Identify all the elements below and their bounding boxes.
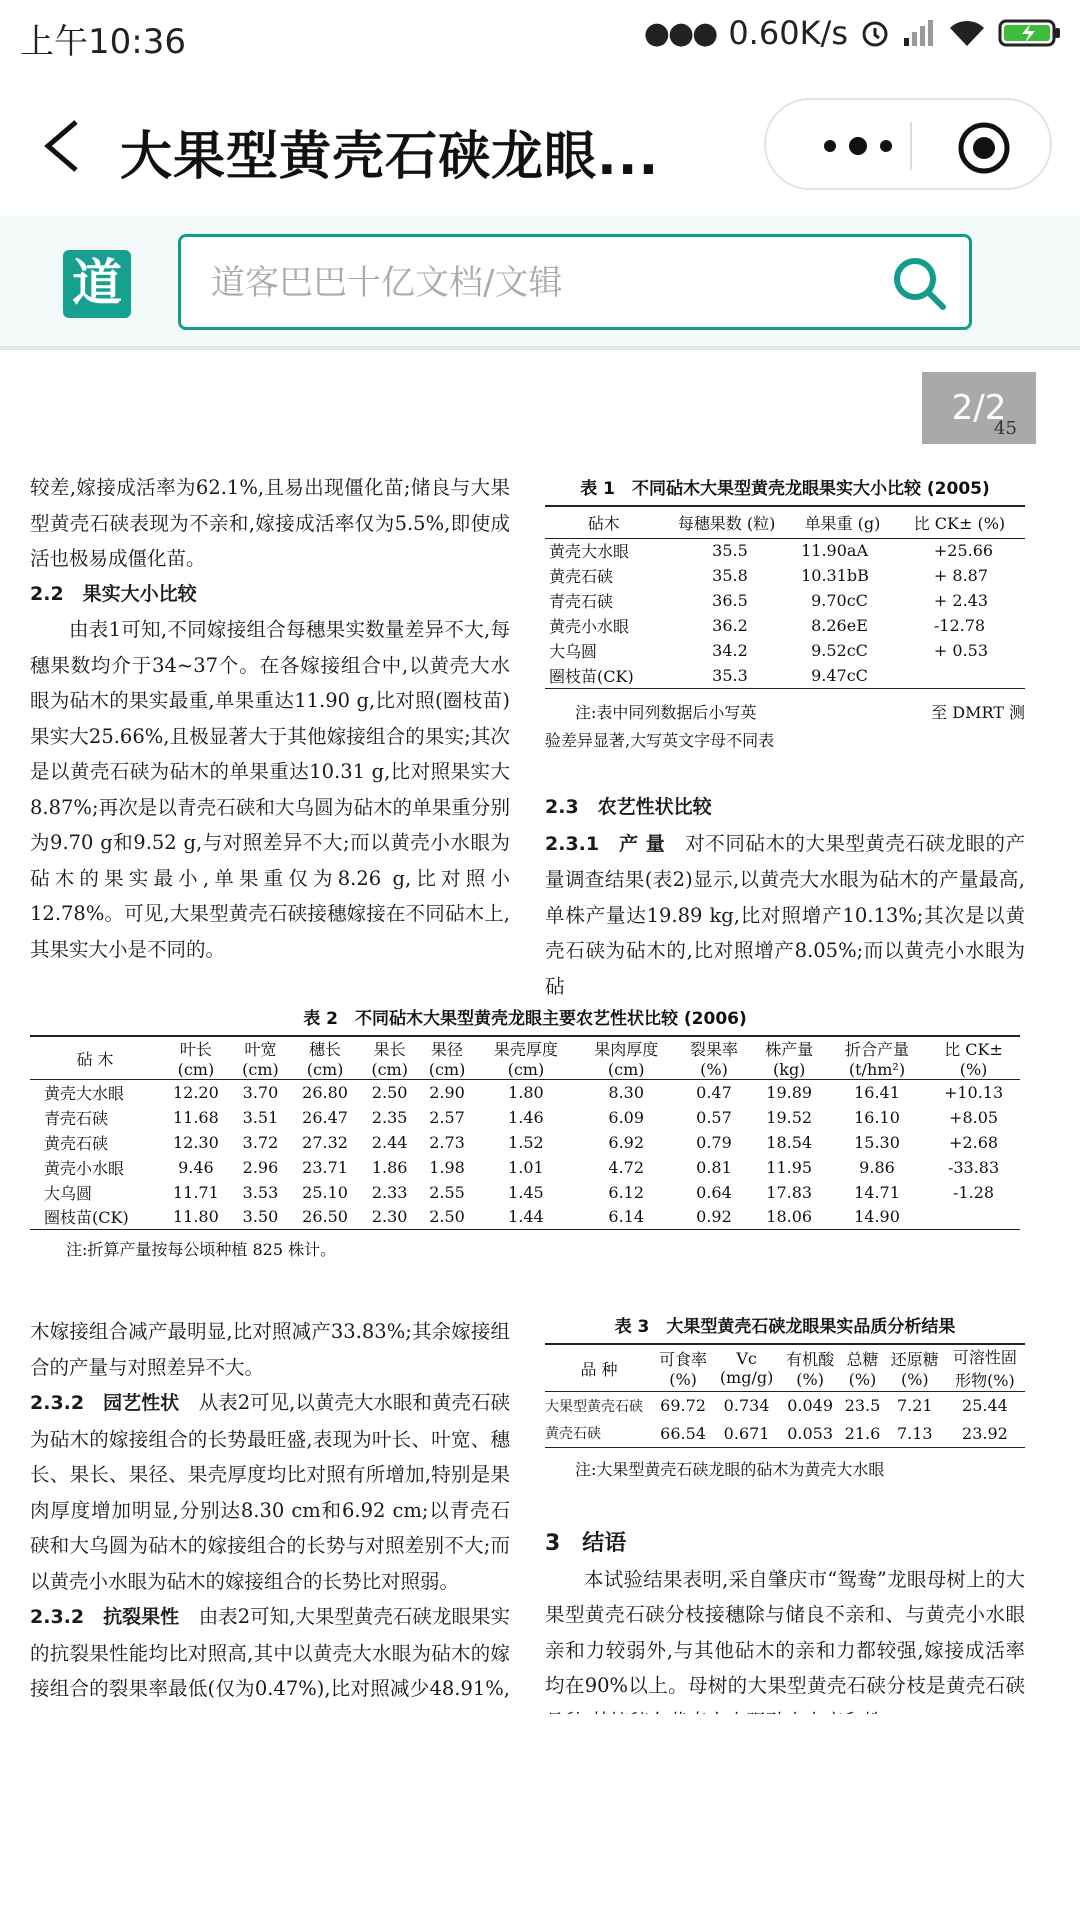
table-cell: 23.71 <box>302 1157 348 1177</box>
subsection-heading: 2.3.2 抗裂果性 <box>30 1606 180 1628</box>
table-cell: +8.05 <box>949 1107 999 1127</box>
table-header: 株产量 (kg) <box>765 1040 814 1079</box>
status-bar <box>0 0 1080 76</box>
table-cell: 36.5 <box>712 591 748 610</box>
table-cell: 大乌圆 <box>549 642 598 661</box>
table-cell: 18.54 <box>766 1132 813 1152</box>
table-header: 可溶性固 形物(%) <box>952 1348 1017 1390</box>
table-cell: 0.81 <box>696 1157 732 1177</box>
table-cell: +25.66 <box>933 541 994 561</box>
table-cell: -33.83 <box>947 1157 1000 1177</box>
subsection-heading: 2.3.1 产 量 <box>545 832 666 855</box>
table-cell: 2.44 <box>371 1132 408 1152</box>
wifi-icon <box>948 18 986 48</box>
table-note-text: 验差异显著,大写英文字母不同表 <box>545 730 775 750</box>
paragraph <box>545 826 1025 1005</box>
table-cell: 2.57 <box>429 1107 465 1127</box>
table-cell: 大乌圆 <box>44 1183 93 1203</box>
table-row <box>545 588 1025 613</box>
table-caption: 表 3 大果型黄壳石硖龙眼果实品质分析结果 <box>614 1317 956 1337</box>
table-cell: 青壳石硖 <box>549 592 614 611</box>
alarm-icon <box>860 18 890 48</box>
table-row <box>30 1105 1020 1130</box>
table-cell: 圈枝苗(CK) <box>549 666 634 686</box>
table-cell: +10.13 <box>943 1082 1004 1102</box>
table-cell: 6.14 <box>608 1207 645 1227</box>
table-cell: 17.83 <box>766 1182 813 1202</box>
table-cell: 2.50 <box>429 1207 465 1227</box>
table-cell: +2.68 <box>949 1132 999 1152</box>
table-header: 叶宽 (cm) <box>242 1040 279 1079</box>
table-3 <box>545 1312 1025 1484</box>
table-cell: 25.44 <box>962 1396 1008 1416</box>
section-heading: 3 结语 <box>545 1531 627 1556</box>
close-miniprogram-icon[interactable] <box>956 120 1012 176</box>
table-cell: 26.50 <box>302 1207 348 1227</box>
more-menu-icon[interactable] <box>808 128 908 164</box>
table-header: 砧 木 <box>76 1049 114 1069</box>
table-cell: 2.55 <box>429 1182 465 1202</box>
bottom-blank-area <box>0 1714 1080 1920</box>
table-header: 砧木 <box>587 513 620 533</box>
table-cell: 7.13 <box>896 1423 933 1443</box>
table-cell: 16.10 <box>854 1107 900 1127</box>
table-cell: 2.96 <box>242 1157 279 1177</box>
table-cell: 25.10 <box>302 1182 348 1202</box>
table-cell: -12.78 <box>933 616 986 635</box>
table-note: 注:折算产量按每公顷种植 825 株计。 <box>66 1240 337 1259</box>
table-header: 裂果率 (%) <box>689 1040 738 1079</box>
table-row <box>30 1180 1020 1205</box>
table-cell <box>894 663 1025 688</box>
table-row <box>30 1130 1020 1155</box>
table-cell: 黄壳石硖 <box>545 1426 601 1443</box>
table-cell: + 8.87 <box>933 566 989 585</box>
table-cell: 黄壳石硖 <box>44 1133 109 1153</box>
table-row <box>545 1392 1025 1420</box>
table-cell: 15.30 <box>854 1132 900 1152</box>
table-cell: 1.01 <box>508 1157 544 1177</box>
more-dots-icon: ●●● <box>643 15 717 51</box>
table-cell: 11.68 <box>172 1107 219 1127</box>
table-row <box>545 663 1025 688</box>
table-cell: 3.53 <box>242 1182 279 1202</box>
table-header: 比 CK± (%) <box>944 1040 1003 1079</box>
paragraph-text: 从表2可见,以黄壳大水眼和黄壳石硖为砧木的嫁接组合的长势最旺盛,表现为叶长、叶宽、穗长、果长、果径、果壳厚度均比对照有所增加,特别是果肉厚度增加明显,分别达8.30 cm和6.92 cm;以青壳石硖和大乌圆为砧木的嫁接组合的长势与对照差别不大;而以黄壳小水眼为砧木的嫁接组合的长势比对照弱。 <box>30 1391 510 1593</box>
network-speed: 0.60K/s <box>728 14 848 52</box>
table-cell: 0.47 <box>696 1082 732 1102</box>
table-cell: 8.30 <box>608 1082 645 1102</box>
table-row <box>545 563 1025 588</box>
status-icons <box>644 14 1062 52</box>
table-header: 果壳厚度 (cm) <box>493 1040 558 1079</box>
table-cell: 19.89 <box>766 1082 813 1102</box>
signal-icon <box>902 18 936 48</box>
table-2 <box>30 1004 1020 1264</box>
table-note-text: 至 DMRT 测 <box>931 702 1025 722</box>
section-heading: 2.3 农艺性状比较 <box>545 796 712 818</box>
back-arrow-icon[interactable] <box>36 114 96 178</box>
table-cell: 1.98 <box>429 1157 465 1177</box>
table-cell: 18.06 <box>766 1207 813 1227</box>
table-row <box>545 1420 1025 1448</box>
table-cell: 2.33 <box>371 1182 408 1202</box>
table-header-row <box>30 1036 1020 1080</box>
table-header: 品 种 <box>580 1359 618 1379</box>
table-cell: 26.80 <box>302 1082 348 1102</box>
table-cell: 黄壳小水眼 <box>44 1158 125 1178</box>
table-header: 有机酸 (%) <box>786 1350 835 1389</box>
table-header: 果长 (cm) <box>371 1040 408 1079</box>
table-header: 果径 (cm) <box>428 1040 466 1079</box>
page-indicator: 2/2 <box>922 372 1036 444</box>
battery-icon <box>998 18 1062 48</box>
table-note-text: 注:表中同列数据后小写英 <box>575 702 757 722</box>
table-cell: 青壳石硖 <box>44 1108 109 1128</box>
doc88-logo[interactable]: 道 <box>63 250 131 318</box>
table-header: 还原糖 (%) <box>890 1350 939 1389</box>
table-cell: 3.51 <box>242 1107 279 1127</box>
table-cell: 2.30 <box>371 1207 408 1227</box>
table-cell: 黄壳小水眼 <box>549 617 630 636</box>
paragraph <box>30 1385 510 1599</box>
table-cell: 0.053 <box>787 1423 834 1443</box>
table-header: 折合产量 (t/hm²) <box>844 1040 909 1079</box>
subsection-heading: 2.3.2 园艺性状 <box>30 1392 180 1414</box>
table-cell: 14.90 <box>854 1207 900 1227</box>
table-header: 总糖 (%) <box>846 1350 879 1389</box>
table-cell: 6.09 <box>608 1107 645 1127</box>
table-cell: 11.71 <box>172 1182 219 1202</box>
table-cell: 36.2 <box>712 616 748 635</box>
table-cell: 黄壳大水眼 <box>549 542 630 562</box>
table-cell: + 2.43 <box>933 591 989 610</box>
table-cell: 2.35 <box>371 1107 408 1127</box>
paragraph: 木嫁接组合减产最明显,比对照减产33.83%;其余嫁接组合的产量与对照差异不大。 <box>30 1320 510 1379</box>
table-cell: 16.41 <box>854 1082 900 1102</box>
page-number: 45 <box>994 418 1017 439</box>
paragraph-text: 对不同砧木的大果型黄壳石硖龙眼的产量调查结果(表2)显示,以黄壳大水眼为砧木的产量最高,单株产量达19.89 kg,比对照增产10.13%;其次是以黄壳石硖为砧木的,比对照增产8.05%;而以黄壳小水眼为砧 <box>545 831 1025 998</box>
table-cell: 1.86 <box>371 1157 408 1177</box>
table-header: 叶长 (cm) <box>177 1040 215 1079</box>
table-cell: 2.50 <box>371 1082 408 1102</box>
table-cell: 9.46 <box>178 1157 214 1177</box>
paragraph: 本试验结果表明,采自肇庆市“鸳鸯”龙眼母树上的大果型黄壳石硖分枝接穗除与储良不亲和、与黄壳小水眼亲和力较弱外,与其他砧木的亲和力都较强,嫁接成活率均在90%以上。母树的大果型黄壳石硖分枝是黄壳石硖 <box>545 1567 1025 1697</box>
table-note: 注:大果型黄壳石硖龙眼的砧木为黄壳大水眼 <box>575 1460 885 1479</box>
table-row <box>545 538 1025 563</box>
table-cell: 0.049 <box>787 1396 834 1416</box>
table-cell <box>927 1205 1020 1230</box>
table-cell: 1.44 <box>508 1207 544 1227</box>
nav-bar <box>0 76 1080 216</box>
table-header: Vc (mg/g) <box>719 1349 774 1387</box>
table-row <box>30 1205 1020 1230</box>
table-header: 每穗果数 (粒) <box>677 513 776 533</box>
right-column-top <box>545 790 1025 1004</box>
table-cell: 66.54 <box>660 1423 706 1443</box>
table-cell: 6.92 <box>608 1132 645 1152</box>
table-cell: 9.52cC <box>811 641 868 660</box>
table-cell: 0.92 <box>696 1207 732 1227</box>
table-cell: 0.671 <box>723 1423 770 1443</box>
search-box[interactable] <box>178 234 972 330</box>
paragraph-text: 由表2可知,大果型黄壳石硖龙眼果实的抗裂果性能均比对照高,其中以黄壳大水眼为砧木的嫁接组合的裂果率最低(仅为0.47%),比对照减少48.91%, <box>30 1605 510 1700</box>
table-cell: -1.28 <box>953 1182 995 1202</box>
search-icon[interactable] <box>889 253 949 313</box>
table-cell: 69.72 <box>660 1396 706 1416</box>
table-header: 单果重 (g) <box>804 513 881 533</box>
menu-capsule <box>764 98 1052 190</box>
table-row <box>30 1155 1020 1180</box>
table-cell: 11.95 <box>766 1157 813 1177</box>
table-cell: 1.45 <box>508 1182 544 1202</box>
table-cell: 0.64 <box>696 1182 732 1202</box>
table-cell: 黄壳大水眼 <box>44 1083 125 1103</box>
table-cell: 7.21 <box>896 1396 933 1416</box>
paragraph: 较差,嫁接成活率为62.1%,且易出现僵化苗;储良与大果型黄壳石硖表现为不亲和,嫁接成活率仅为5.5%,即使成活也极易成僵化苗。 <box>30 476 510 570</box>
table-cell: 2.73 <box>429 1132 465 1152</box>
table-cell: 9.86 <box>859 1157 895 1177</box>
table-cell: 35.3 <box>712 665 748 685</box>
table-cell: + 0.53 <box>933 641 989 660</box>
table-cell: 6.12 <box>608 1182 645 1202</box>
capsule-divider <box>910 122 912 170</box>
right-column-bottom <box>545 1526 1025 1739</box>
table-cell: 3.72 <box>242 1132 279 1152</box>
table-cell: 12.30 <box>172 1132 219 1152</box>
table-cell: 1.46 <box>508 1107 544 1127</box>
table-cell: 9.70cC <box>811 591 868 610</box>
page-title: 大果型黄壳石硖龙眼... <box>120 127 660 187</box>
table-cell: 圈枝苗(CK) <box>44 1208 129 1228</box>
paragraph: 由表1可知,不同嫁接组合每穗果实数量差异不大,每穗果数均介于34~37个。在各嫁接组合中,以黄壳大水眼为砧木的果实最重,单果重达11.90 g,比对照(圈枝苗)果实大25.66%,且极显著大于其他嫁接组合的果实;其次是以黄壳石硖为砧木的单果重达10.31 g,比对照果实大8.87%;再次是以青壳石硖和大乌圆为砧木的单果重分别为9.70 g和9.52 g,与对照差异不大;而以黄壳小水眼为砧木的果实最小,单果重仅为8.26 g,比对照小12.78%。可见,大果型黄壳石硖接穗嫁接在不同砧木上,其果实大小是不同的。 <box>30 618 510 961</box>
table-cell: 11.80 <box>172 1207 219 1227</box>
table-cell: 2.90 <box>429 1082 465 1102</box>
table-header: 比 CK± (%) <box>913 513 1006 533</box>
table-cell: 1.80 <box>508 1082 544 1102</box>
table-cell: 35.8 <box>712 566 748 585</box>
table-note <box>545 699 1025 755</box>
search-bar <box>0 216 1080 350</box>
table-cell: 27.32 <box>302 1132 348 1152</box>
table-caption: 表 2 不同砧木大果型黄壳龙眼主要农艺性状比较 (2006) <box>303 1009 747 1029</box>
table-row <box>30 1080 1020 1105</box>
table-cell: 10.31bB <box>801 566 869 585</box>
table-row <box>545 638 1025 663</box>
table-cell: 19.52 <box>766 1107 813 1127</box>
table-header: 果肉厚度 (cm) <box>594 1040 659 1079</box>
table-cell: 26.47 <box>302 1107 348 1127</box>
left-column-top <box>30 470 510 967</box>
table-cell: 0.79 <box>696 1132 732 1152</box>
table-header: 穗长 (cm) <box>306 1040 344 1079</box>
table-cell: 14.71 <box>854 1182 900 1202</box>
table-cell: 12.20 <box>172 1082 219 1102</box>
table-cell: 23.92 <box>962 1423 1008 1443</box>
table-cell: 3.70 <box>242 1082 279 1102</box>
table-cell: 0.734 <box>723 1396 770 1416</box>
table-header: 可食率 (%) <box>659 1350 708 1389</box>
table-header-row <box>545 1344 1025 1392</box>
table-cell: 1.52 <box>508 1132 544 1152</box>
table-row <box>545 613 1025 638</box>
search-input[interactable] <box>211 257 851 309</box>
table-cell: 11.90aA <box>801 541 868 561</box>
table-cell: 21.6 <box>844 1423 881 1443</box>
left-column-bottom <box>30 1314 510 1742</box>
table-cell: 大果型黄壳石硖 <box>545 1398 643 1415</box>
table-cell: 0.57 <box>696 1107 732 1127</box>
table-cell: 35.5 <box>712 541 748 561</box>
table-cell: 9.47cC <box>811 665 868 685</box>
table-cell: 34.2 <box>712 641 748 660</box>
table-cell: 3.50 <box>242 1207 279 1227</box>
table-cell: 8.26eE <box>811 616 868 635</box>
table-1 <box>545 474 1025 755</box>
table-cell: 黄壳石硖 <box>549 567 614 586</box>
table-cell: 4.72 <box>608 1157 645 1177</box>
section-heading: 2.2 果实大小比较 <box>30 582 197 605</box>
status-time: 上午10:36 <box>20 22 186 62</box>
table-cell: 23.5 <box>844 1396 881 1416</box>
table-caption: 表 1 不同砧木大果型黄壳龙眼果实大小比较 (2005) <box>580 479 990 499</box>
